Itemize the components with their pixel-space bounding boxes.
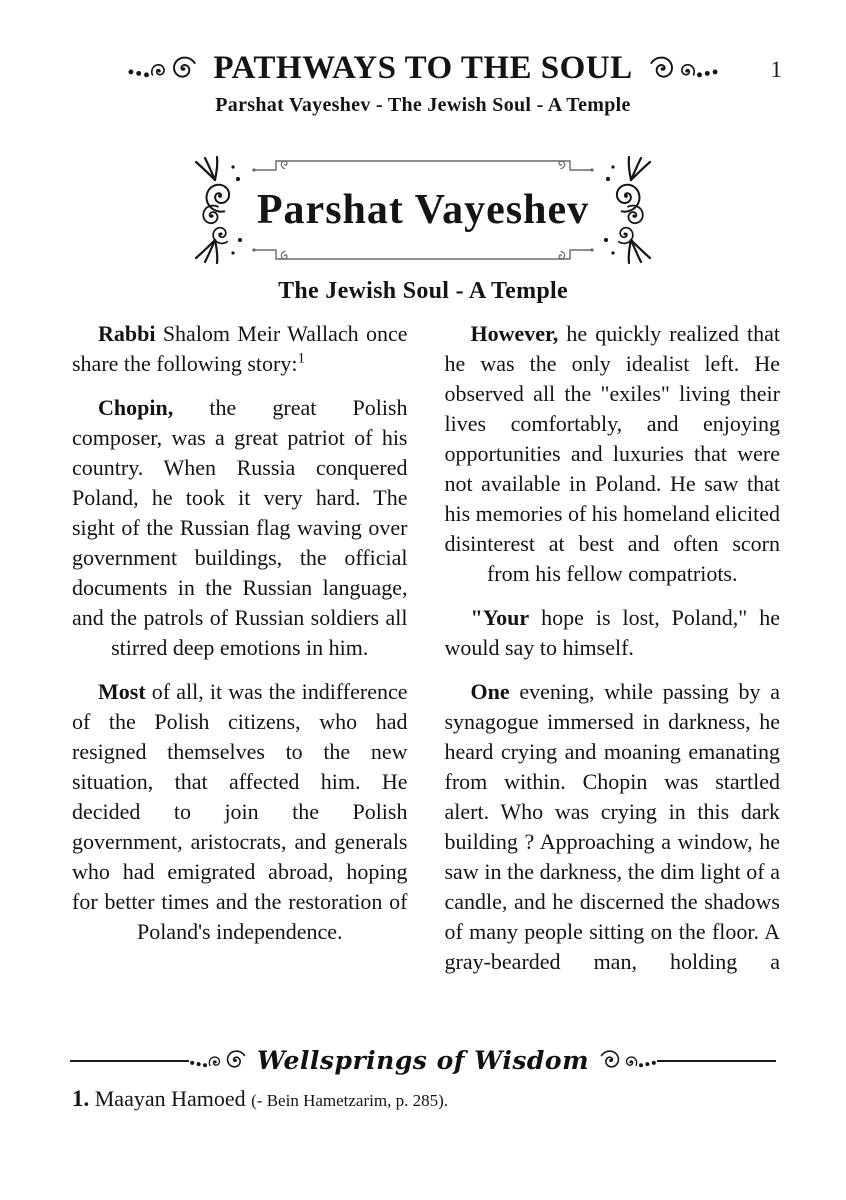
lead-word: Chopin, xyxy=(98,395,174,420)
article-columns xyxy=(0,305,846,1045)
footnote-detail: (- Bein Hametzarim, p. 285). xyxy=(251,1091,448,1110)
lead-word: "Your xyxy=(470,605,530,630)
paragraph-chopin xyxy=(72,393,408,663)
footnote-number: 1. xyxy=(72,1086,90,1111)
parsha-title: Parshat Vayeshev xyxy=(256,187,590,233)
footnote-source: Maayan Hamoed xyxy=(94,1086,246,1111)
right-column xyxy=(445,319,781,1045)
header-title-row xyxy=(0,50,846,87)
paragraph-one-evening xyxy=(445,677,781,977)
paragraph-text: he quickly realized that he was the only idealist left. He observed all the "exiles" living their lives comfortably, and enjoying opportunities and luxuries that were not available in Poland. He saw that his memories of his homeland elicited disinterest at best and often scorn from his fellow compatriots. xyxy=(444,321,780,586)
footer-banner xyxy=(70,1046,776,1075)
footnote xyxy=(72,1086,780,1112)
lead-word: Rabbi xyxy=(98,321,156,346)
page-number: 1 xyxy=(770,57,782,82)
paragraph-text: evening, while passing by a synagogue immersed in darkness, he heard crying and moaning emanating from within. Chopin was startled alert. Who was crying in this dark building ? Approaching a window, he saw in the darkness, the dim light of a candle, and he discerned the shadows of many people sitting on the floor. A gray-bearded man, holding a xyxy=(444,679,780,974)
scroll-flourish-footer-right-icon xyxy=(593,1048,657,1073)
paragraph-your-hope xyxy=(445,603,781,663)
header-subtitle: Parshat Vayeshev - The Jewish Soul - A Temple xyxy=(215,94,631,116)
paragraph-rabbi xyxy=(72,319,408,379)
lead-word: One xyxy=(470,679,510,704)
title-plaque xyxy=(197,154,649,266)
page-header xyxy=(0,0,846,117)
book-title: PATHWAYS TO THE SOUL xyxy=(213,50,633,86)
footer-rule-left xyxy=(70,1060,189,1062)
scroll-flourish-left-icon xyxy=(127,54,205,84)
left-column xyxy=(72,319,408,1045)
section-heading: The Jewish Soul - A Temple xyxy=(278,278,568,304)
footnote-ref: 1 xyxy=(297,350,305,367)
footer-rule-right xyxy=(657,1060,776,1062)
paragraph-however xyxy=(445,319,781,589)
lead-word: Most xyxy=(98,679,146,704)
paragraph-text: the great Polish composer, was a great patriot of his country. When Russia conquered Poland, he took it very hard. The sight of the Russian flag waving over government buildings, the official documents in the Russian language, and the patrols of Russian soldiers all stirred deep emotions in him. xyxy=(72,395,408,660)
paragraph-text: of all, it was the indifference of the Polish citizens, who had resigned themselves to the new situation, that affected him. He decided to join the Polish government, aristocrats, and generals who had emigrated abroad, hoping for better times and the restoration of Poland's independence. xyxy=(72,679,408,944)
lead-word: However, xyxy=(470,321,559,346)
paragraph-text: hope is lost, Poland," he would say to himself. xyxy=(444,605,780,660)
paragraph-text: Shalom Meir Wallach once share the following story: xyxy=(72,321,408,376)
paragraph-most xyxy=(72,677,408,947)
scroll-flourish-right-icon xyxy=(641,54,719,84)
scroll-flourish-footer-left-icon xyxy=(189,1048,253,1073)
footer-banner-text: Wellsprings of Wisdom xyxy=(256,1046,590,1075)
